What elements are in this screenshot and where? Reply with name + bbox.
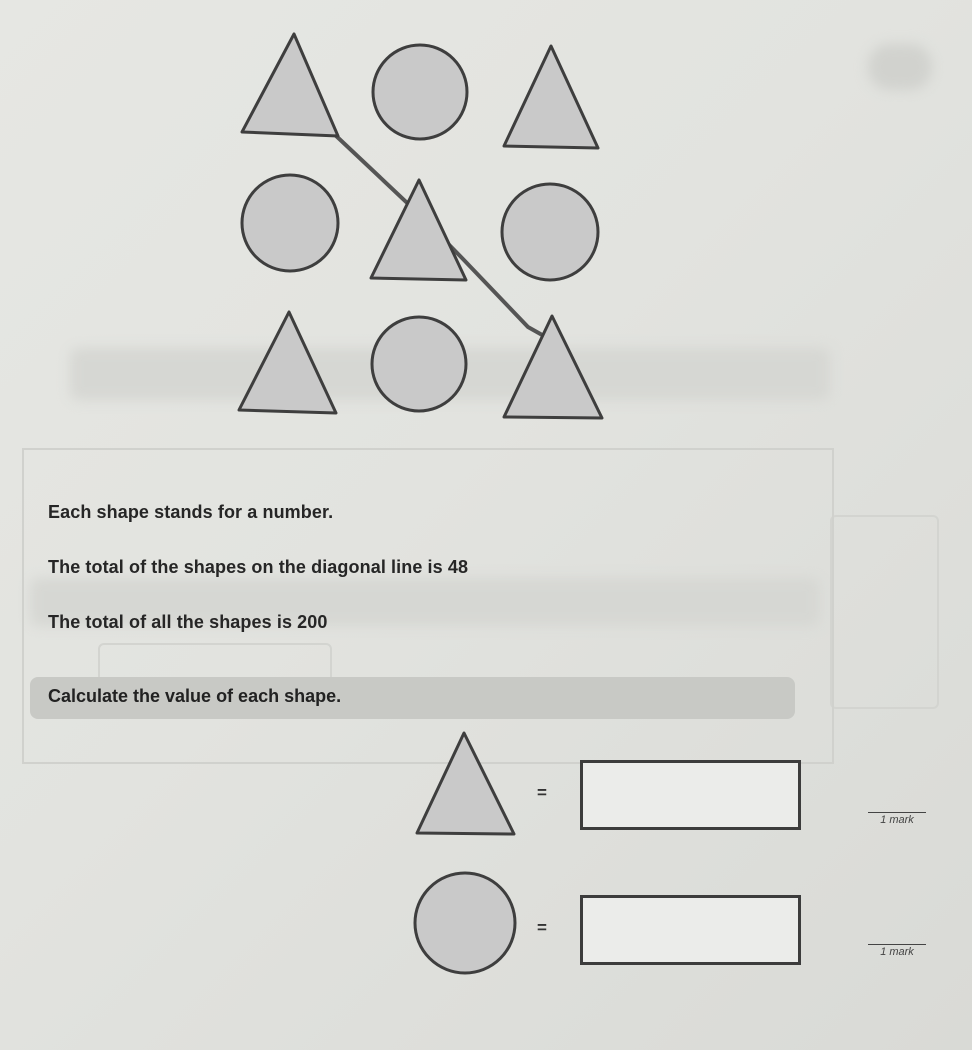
- all-total-text: The total of all the shapes is 200: [48, 612, 328, 632]
- equals-sign: =: [537, 783, 547, 802]
- triangle-shape: [242, 34, 338, 136]
- triangle-shape: [371, 180, 466, 280]
- answer-circle-icon: [415, 873, 515, 973]
- equals-sign: =: [537, 918, 547, 937]
- circle-shape: [502, 184, 598, 280]
- circle-answer-box[interactable]: [580, 895, 801, 965]
- instruction-text: Calculate the value of each shape.: [48, 686, 342, 706]
- triangle-answer-box[interactable]: [580, 760, 801, 830]
- circle-shape: [373, 45, 467, 139]
- circle-shape: [372, 317, 466, 411]
- question-intro: Each shape stands for a number.: [48, 502, 334, 522]
- mark-label: 1 mark: [868, 812, 926, 826]
- triangle-shape: [239, 312, 336, 413]
- mark-label: 1 mark: [868, 944, 926, 958]
- triangle-shape: [504, 316, 602, 418]
- triangle-shape: [504, 46, 598, 148]
- diagonal-total-text: The total of the shapes on the diagonal line is 48: [48, 557, 469, 577]
- circle-shape: [242, 175, 338, 271]
- answer-triangle-icon: [417, 733, 514, 834]
